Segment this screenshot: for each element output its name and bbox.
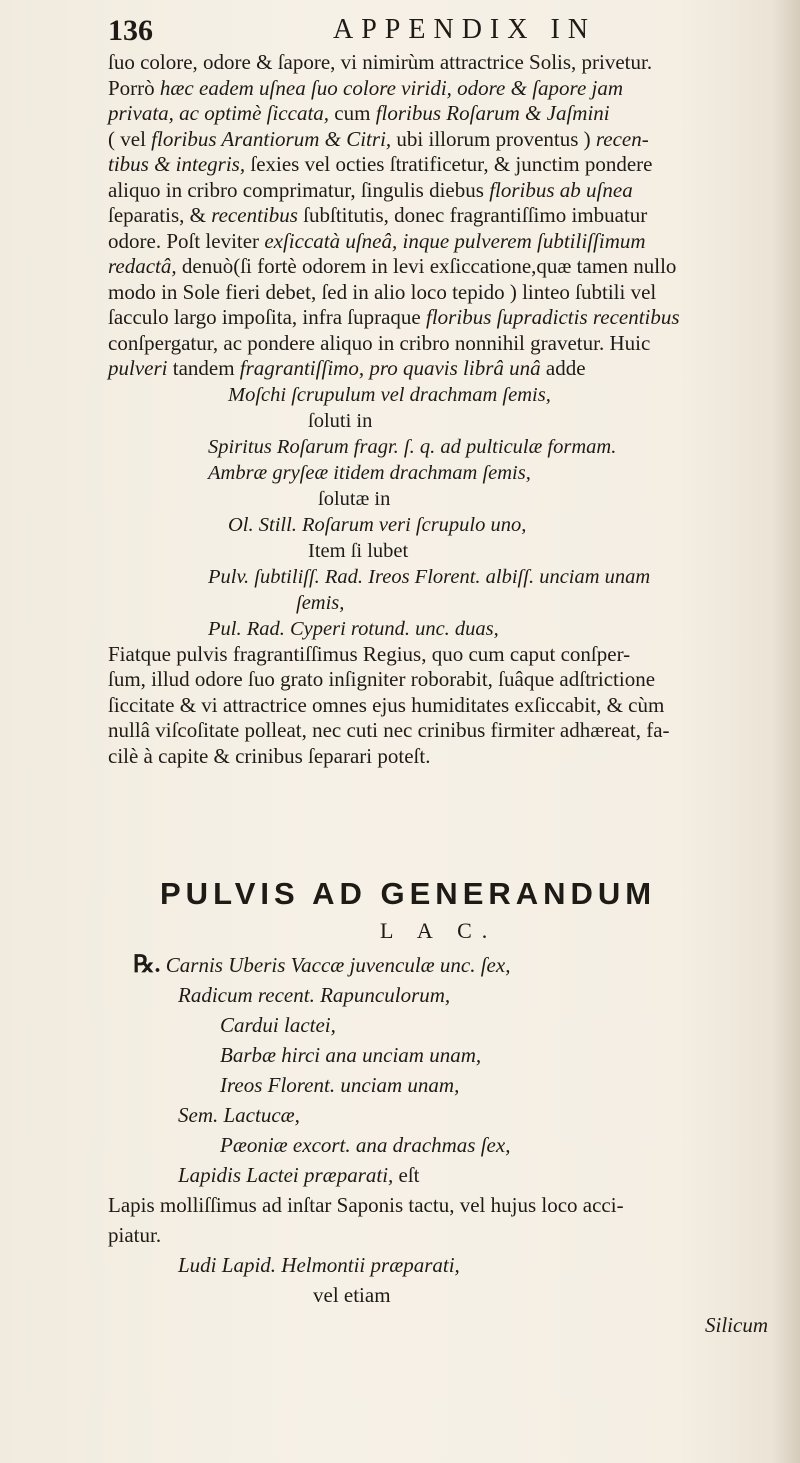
recipe-list-2 — [108, 950, 778, 1340]
text-line: cilè à capite & crinibus ſeparari poteſt. — [108, 743, 431, 768]
recipe-line: ſolutæ in — [318, 487, 391, 510]
text-line: conſpergatur, ac pondere aliquo in cribro nonnihil gravetur. Huic — [108, 330, 651, 355]
section-subtitle: L A C. — [380, 918, 498, 943]
recipe-line: Ireos Florent. unciam unam, — [220, 1073, 460, 1097]
text-line: aliquo in cribro comprimatur, ſingulis diebus floribus ab uſnea — [108, 177, 633, 202]
text-line: privata, ac optimè ſiccata, cum floribus Roſarum & Jaſmini — [108, 101, 610, 125]
recipe-line: ℞. Carnis Uberis Vaccæ juvenculæ unc. ſex, — [133, 952, 511, 978]
recipe-line: Pulv. ſubtiliſſ. Rad. Ireos Florent. albiſſ. unciam unam — [208, 565, 651, 588]
recipe-line: Lapis molliſſimus ad inſtar Saponis tactu, vel hujus loco acci- — [108, 1193, 624, 1217]
text-line: pulveri tandem fragrantiſſimo, pro quavis librâ unâ adde — [108, 356, 586, 380]
text-line: ſacculo largo impoſita, infra ſupraque floribus ſupradictis recentibus — [108, 305, 680, 329]
recipe-line: Moſchi ſcrupulum vel drachmam ſemis, — [228, 383, 551, 406]
text-line: redactâ, denuò(ſi fortè odorem in levi exſiccatione,quæ tamen nullo — [108, 254, 677, 278]
text-line: ſiccitate & vi attractrice omnes ejus humiditates exſiccabit, & cùm — [108, 692, 665, 717]
text-line: ſuo colore, odore & ſapore, vi nimirùm attractrice Solis, privetur. — [108, 50, 653, 74]
text-line: Fiatque pulvis fragrantiſſimus Regius, quo cum caput conſper- — [108, 641, 631, 666]
recipe-line: Lapidis Lactei præparati, eſt — [178, 1163, 420, 1187]
recipe-line: ſemis, — [296, 591, 345, 614]
text-line: ( vel floribus Arantiorum & Citri, ubi illorum proventus ) recen- — [108, 126, 649, 151]
recipe-list — [108, 382, 768, 642]
text-line: odore. Poſt leviter exſiccatà uſneâ, inque pulverem ſubtiliſſimum — [108, 228, 646, 253]
recipe-line: Item ſi lubet — [308, 539, 409, 562]
catchword: Silicum — [705, 1313, 768, 1337]
recipe-line: Radicum recent. Rapunculorum, — [178, 983, 451, 1007]
recipe-line: Barbæ hirci ana unciam unam, — [220, 1043, 482, 1067]
page-header — [108, 8, 768, 48]
recipe-line: ſoluti in — [308, 409, 373, 432]
text-line: ſum, illud odore ſuo grato inſigniter roborabit, ſuâque adſtrictione — [108, 667, 656, 691]
recipe-line: Ambræ gryſeæ itidem drachmam ſemis, — [208, 461, 531, 484]
text-line: tibus & integris, ſexies vel octies ſtratificetur, & junctim pondere — [108, 152, 653, 176]
recipe-line: Cardui lactei, — [220, 1013, 336, 1037]
section-title: PULVIS AD GENERANDUM — [160, 876, 657, 911]
recipe-symbol-icon: ℞. — [133, 952, 161, 978]
recipe-line: Pæoniæ excort. ana drachmas ſex, — [220, 1133, 511, 1157]
recipe-line: Pul. Rad. Cyperi rotund. unc. duas, — [208, 617, 499, 640]
text-line: nullâ viſcoſitate polleat, nec cuti nec crinibus firmiter adhæreat, fa- — [108, 718, 670, 742]
text-line: modo in Sole fieri debet, ſed in alio loco tepido ) linteo ſubtili vel — [108, 279, 657, 304]
recipe-line: Sem. Lactucæ, — [178, 1103, 300, 1127]
recipe-line: Ludi Lapid. Helmontii præparati, — [178, 1253, 460, 1277]
page-number: 136 — [108, 14, 153, 47]
recipe-line: vel etiam — [313, 1283, 391, 1307]
recipe-line: piatur. — [108, 1223, 162, 1247]
running-head: APPENDIX IN — [333, 14, 596, 45]
main-text — [108, 50, 768, 769]
text-line: ſeparatis, & recentibus ſubſtitutis, donec fragrantiſſimo imbuatur — [108, 203, 648, 227]
recipe-line: Ol. Still. Roſarum veri ſcrupulo uno, — [228, 513, 527, 536]
recipe-line: Spiritus Roſarum fragr. ſ. q. ad pulticulæ formam. — [208, 435, 617, 458]
text-line: Porrò hæc eadem uſnea ſuo colore viridi, odore & ſapore jam — [108, 75, 624, 100]
